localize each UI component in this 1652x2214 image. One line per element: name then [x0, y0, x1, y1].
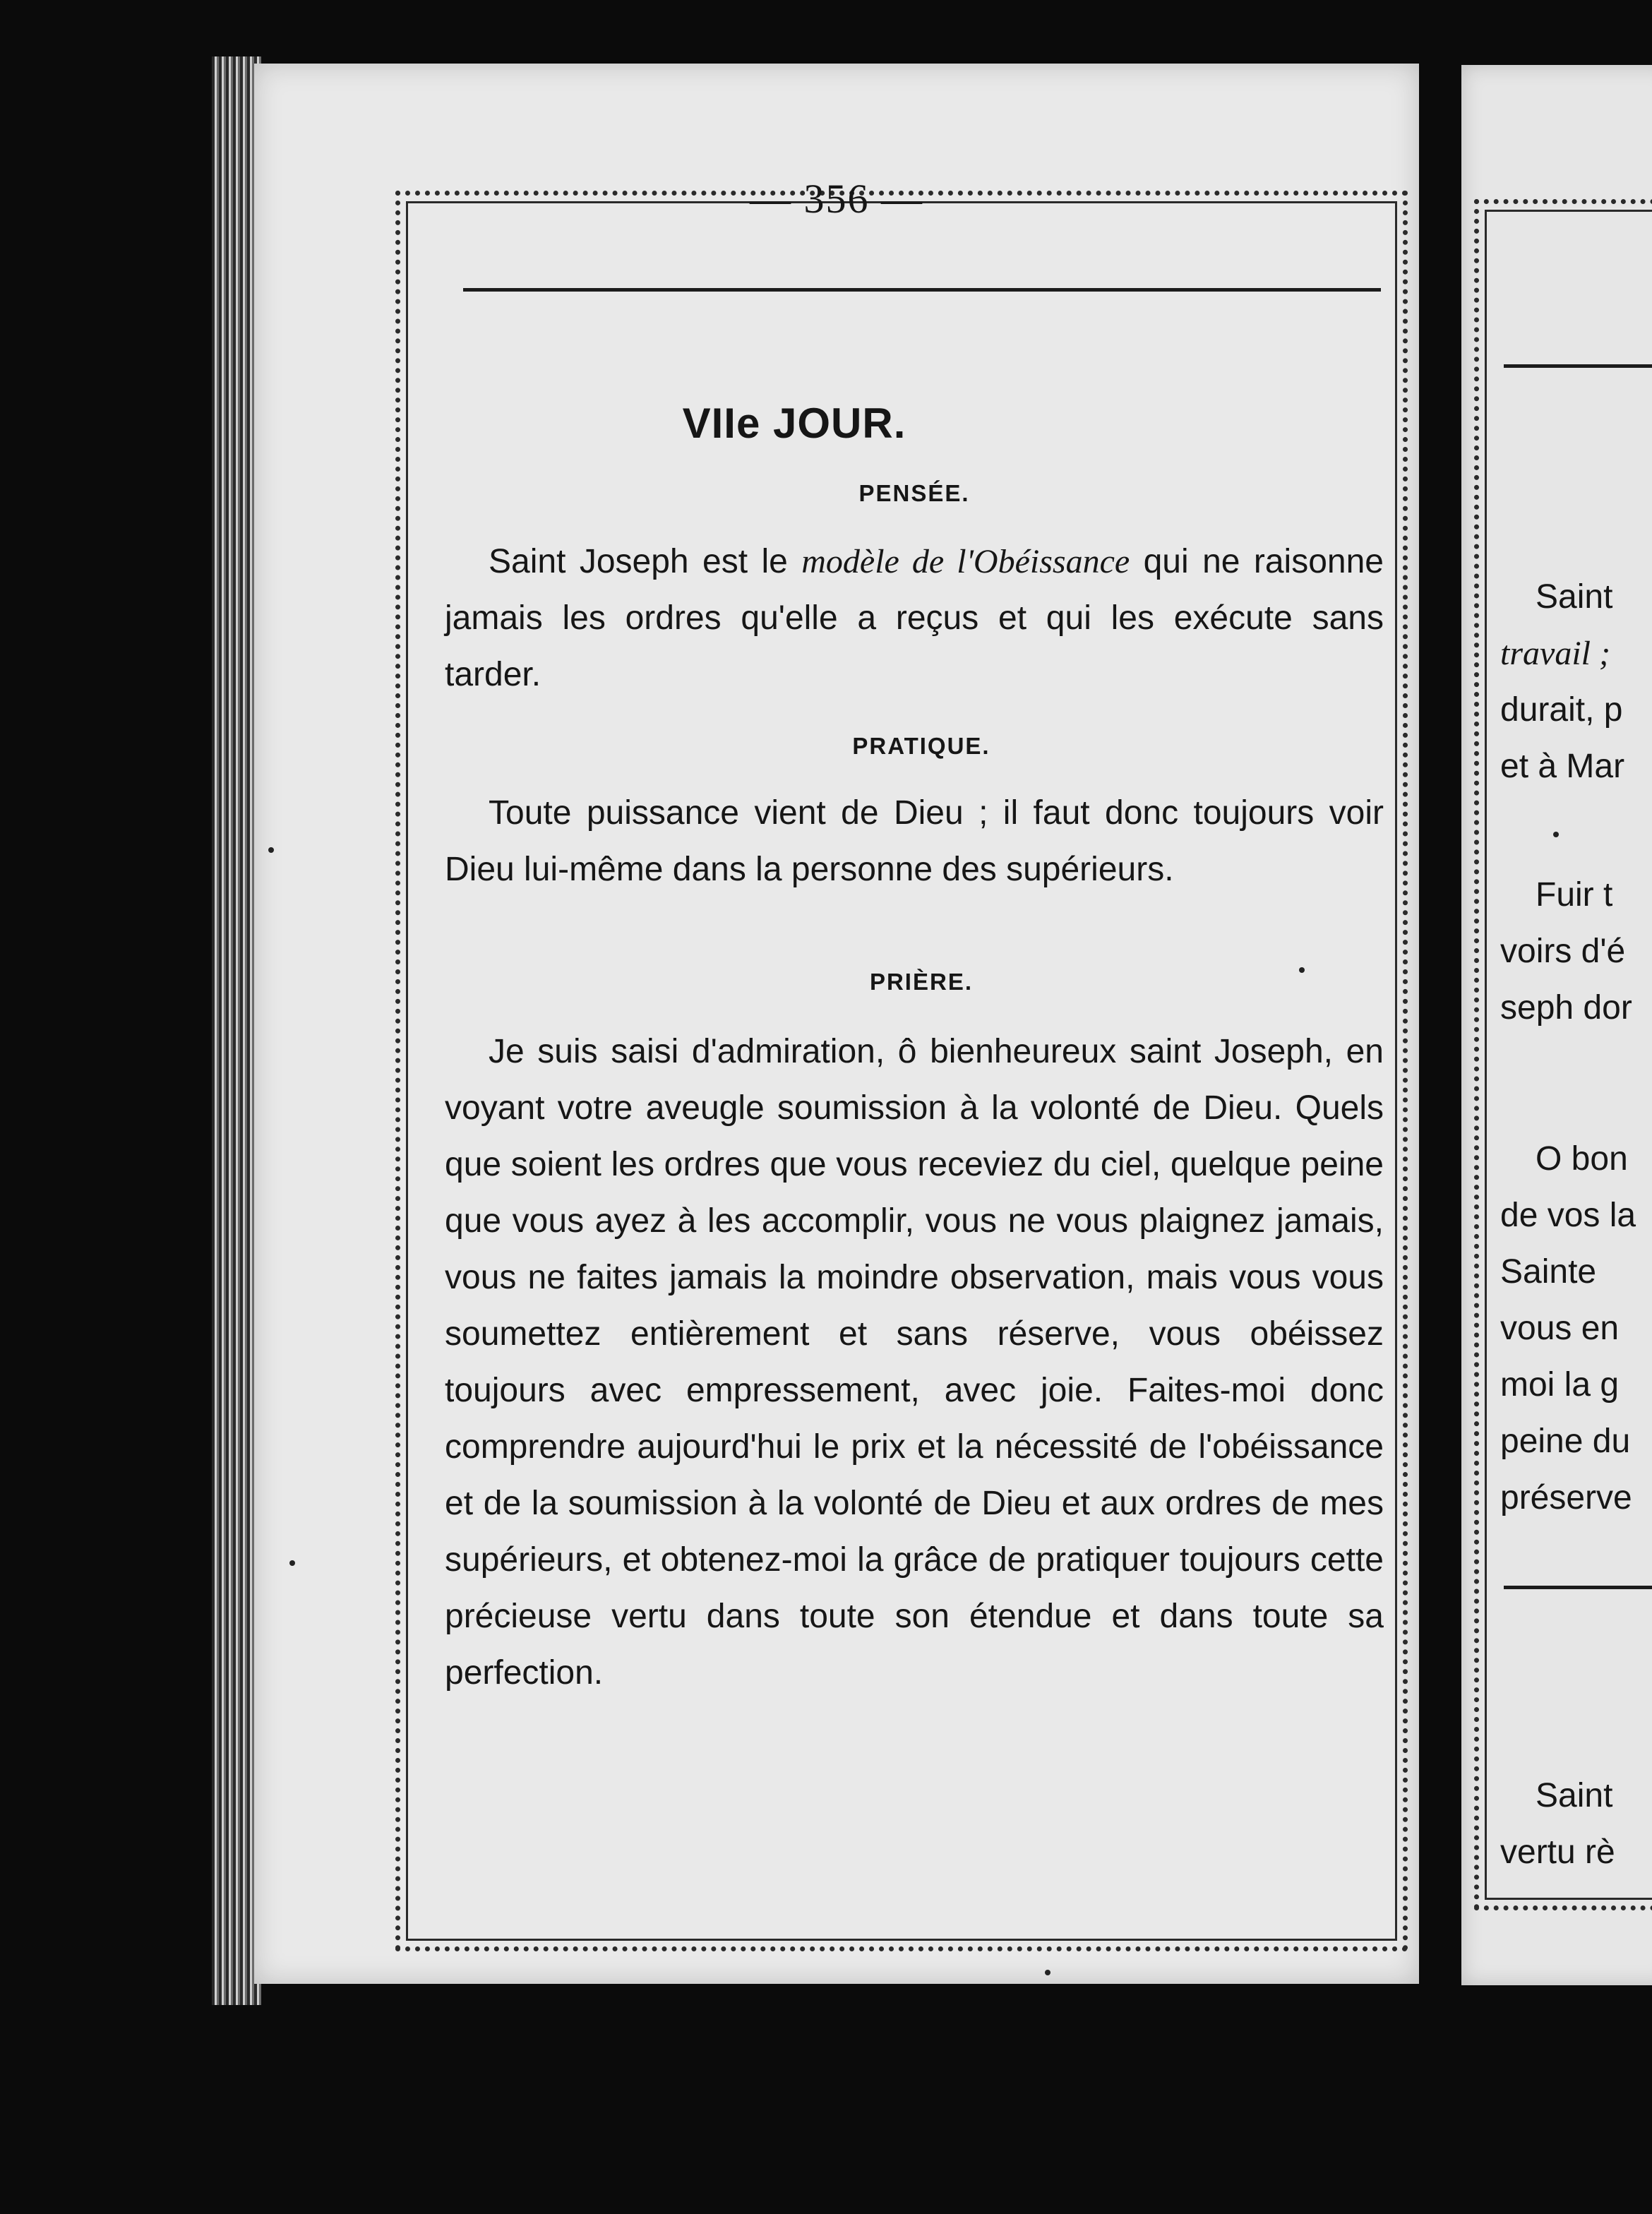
right-line: vous en — [1500, 1310, 1620, 1347]
right-line: de vos la — [1500, 1197, 1636, 1234]
section-text-pratique: Toute puissance vient de Dieu ; il faut donc toujours voir Dieu lui-même dans la personne des supérieurs. — [445, 794, 1384, 888]
right-line: et à Mar — [1500, 748, 1625, 785]
right-line: préserve — [1500, 1479, 1632, 1516]
print-speck — [268, 847, 274, 853]
print-speck — [1553, 832, 1559, 837]
section-text-pensee — [445, 534, 1384, 703]
right-section-rule — [1504, 1586, 1652, 1589]
pensee-text-end: qui ne raisonne jamais les ordres qu'elle a reçus et qui les exécute sans tarder. — [445, 543, 1384, 693]
print-speck — [289, 1560, 295, 1566]
pensee-text-start: Saint Joseph est le — [489, 543, 802, 580]
right-page-dotted-frame — [1474, 199, 1652, 1910]
right-header-rule — [1504, 364, 1652, 368]
section-label-pratique: PRATIQUE. — [852, 733, 990, 759]
print-speck — [1045, 1970, 1051, 1975]
right-line: Saint — [1536, 578, 1613, 616]
header-rule — [463, 288, 1381, 292]
pensee-text-italic: modèle de l'Obéissance — [801, 543, 1130, 580]
right-line: voirs d'é — [1500, 933, 1626, 970]
print-speck — [1299, 967, 1305, 973]
right-line: peine du — [1500, 1423, 1631, 1460]
right-line: Fuir t — [1536, 876, 1613, 914]
right-line: seph dor — [1500, 989, 1632, 1027]
right-line: durait, p — [1500, 691, 1623, 729]
right-line: vertu rè — [1500, 1833, 1615, 1871]
section-label-pensee: PENSÉE. — [858, 480, 970, 506]
day-title: VIIe JOUR. — [682, 400, 906, 447]
right-line: moi la g — [1500, 1366, 1620, 1404]
page-number: — 356 — — [750, 176, 923, 222]
section-text-priere: Je suis saisi d'admiration, ô bienheureux saint Joseph, en voyant votre aveugle soumission à la volonté de Dieu. Quels que soient les ordres que vous receviez du ciel, quelque peine que vous ayez à les accomplir, vous ne vous plaignez jamais, vous ne faites jamais la moindre observation, mais vous vous soumettez entièrement et sans réserve, vous obéissez toujours avec empressement, avec joie. Faites-moi donc comprendre aujourd'hui le prix et la nécessité de l'obéissance et de la soumission à la volonté de Dieu et aux ordres de mes supérieurs, et obtenez-moi la grâce de pratiquer toujours cette précieuse vertu dans toute son étendue et dans toute sa perfection. — [445, 1033, 1384, 1692]
right-line: Sainte — [1500, 1253, 1597, 1291]
right-line: Saint — [1536, 1777, 1613, 1814]
right-line: travail ; — [1500, 635, 1610, 672]
section-label-priere: PRIÈRE. — [869, 969, 974, 995]
right-line: O bon — [1536, 1140, 1628, 1178]
